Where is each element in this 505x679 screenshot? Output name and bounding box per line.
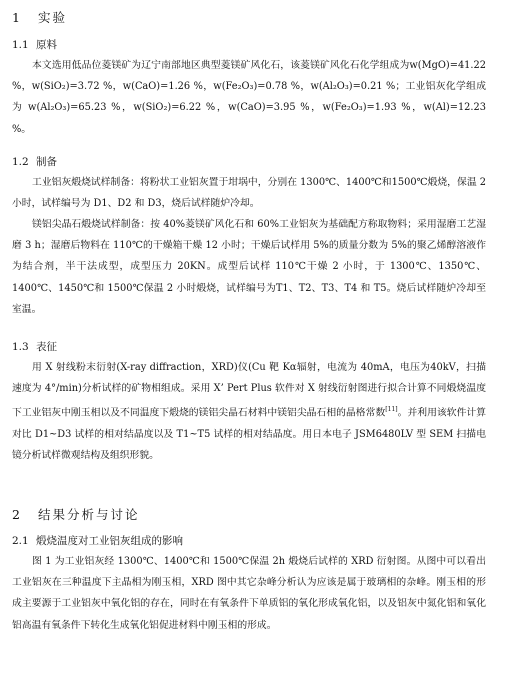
section-heading-1	[12, 8, 67, 26]
subsection-number: 1.2	[12, 156, 29, 168]
section-title: 实验	[37, 10, 67, 25]
subsection-title: 煅烧温度对工业铝灰组成的影响	[36, 535, 184, 547]
subsection-title: 制备	[36, 156, 58, 168]
paragraph-raw-materials: 本文选用低品位菱镁矿为辽宁南部地区典型菱镁矿风化石，该菱镁矿风化石化学组成为w(MgO)=41.22 %，w(SiO₂)=3.72 %，w(CaO)=1.26 %，w(Fe₂O₃)=0.78 %，w(Al₂O₃)=0.21 %；工业铝灰化学组成为 w(Al₂O₃)=65.23 %，w(SiO₂)=6.22 %，w(CaO)=3.95 %，w(Fe₂O₃)=1.93 %，w(Al)=12.23 %。	[12, 60, 486, 135]
paragraph-results: 图 1 为工业铝灰经 1300℃、1400℃和 1500℃保温 2h 煅烧后试样的 XRD 衍射图。从图中可以看出工业铝灰在三种温度下主晶相为刚玉相，XRD 图中其它杂峰分析认为应该是属于玻璃相的杂峰。刚玉相的形成主要源于工业铝灰中氧化铝的存在，同时在有氧条件下单质铝的氧化形成氧化铝，以及铝灰中氮化铝和氧化铝高温有氧条件下转化生成氧化铝促进材料中刚玉相的形成。	[12, 556, 486, 631]
characterization-text-b: 。并利用该软件计算对比 D1~D3 试样的相对结晶度以及 T1~T5 试样的相对结晶度。用日本电子 JSM6480LV 型 SEM 扫描电镜分析试样微观结构及组织形貌。	[12, 407, 487, 462]
subsection-heading-1-2	[12, 154, 57, 169]
paragraph-preparation-1: 工业铝灰煅烧试样制备：将粉状工业铝灰置于坩埚中，分别在 1300℃、1400℃和1500℃煅烧，保温 2 小时，试样编号为 D1、D2 和 D3，烧后试样随炉冷却。	[12, 177, 486, 210]
paragraph-preparation-2: 镁铝尖晶石煅烧试样制备：按 40%菱镁矿风化石和 60%工业铝灰为基础配方称取物料；采用湿磨工艺湿磨 3 h；湿磨后物料在 110℃的干燥箱干燥 12 小时；干燥后试样用 5%的质量分数为 5%的聚乙烯醇溶液作为结合剂，半干法成型，成型压力 20KN。成型后试样 110℃干燥 2 小时，于 1300℃、1350℃、1400℃、1450℃和 1500℃保温 2 小时煅烧，试样编号为T1、T2、T3、T4 和 T5。烧后试样随炉冷却至室温。	[12, 219, 486, 315]
section-title: 结果分析与讨论	[37, 507, 140, 522]
subsection-title: 表征	[36, 341, 58, 353]
subsection-number: 2.1	[12, 535, 29, 547]
subsection-number: 1.3	[12, 341, 29, 353]
section-heading-2	[12, 505, 139, 523]
subsection-heading-1-3	[12, 339, 57, 354]
subsection-number: 1.1	[12, 39, 29, 51]
section-number: 2	[12, 507, 22, 522]
subsection-heading-2-1	[12, 533, 183, 548]
subsection-title: 原料	[36, 39, 58, 51]
paragraph-characterization	[12, 357, 486, 466]
section-number: 1	[12, 10, 22, 25]
citation-ref: [11]	[385, 406, 398, 414]
subsection-heading-1-1	[12, 37, 57, 52]
characterization-text-a: 用 X 射线粉末衍射(X-ray diffraction，XRD)仪(Cu 靶 Kα辐射，电流为 40mA，电压为40kV，扫描速度为 4°/min)分析试样的矿物相组成。采用 X’ Pert Plus 软件对 X 射线衍射图进行拟合计算不同煅烧温度下工业铝灰中刚玉相以及不同温度下煅烧的镁铝尖晶石材料中镁铝尖晶石相的晶格常数	[12, 362, 486, 419]
